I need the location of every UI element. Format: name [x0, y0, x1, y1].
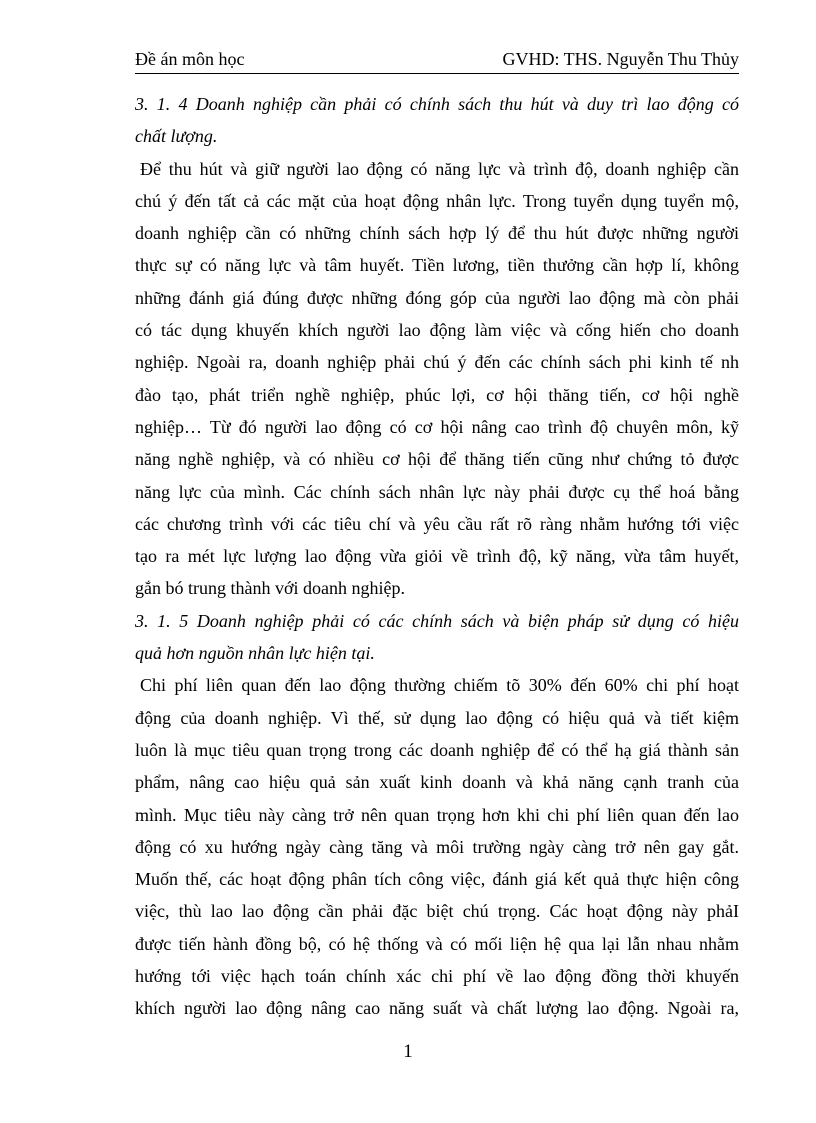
- page-header: [135, 46, 739, 74]
- paragraph-line: có tác dụng khuyến khích người lao động làm việc và cống hiến cho doanh: [135, 320, 739, 341]
- paragraph-line: hướng tới việc hạch toán chính xác chi phí về lao động đồng thời khuyến: [135, 966, 739, 987]
- paragraph-line: doanh nghiệp cần có những chính sách hợp lý để thu hút được những người: [135, 223, 739, 244]
- header-supervisor: GVHD: THS. Nguyễn Thu Thủy: [502, 49, 739, 69]
- header-course-title: Đề án môn học: [135, 49, 245, 69]
- paragraph-line: được tiến hành đồng bộ, có hệ thống và có mối liện hệ qua lại lẫn nhau nhằm: [135, 933, 739, 954]
- document-body: [135, 88, 739, 1025]
- paragraph-line: động của doanh nghiệp. Vì thế, sử dụng lao động có hiệu quả và tiết kiệm: [135, 707, 739, 728]
- section-heading-3-1-4-cont: chất lượng.: [135, 126, 218, 147]
- paragraph-line: việc, thù lao lao động cần phải đặc biệt chú trọng. Các hoạt động này phảI: [135, 901, 739, 922]
- paragraph-line: động có xu hướng ngày càng tăng và môi trường ngày càng trở nên gay gắt.: [135, 836, 739, 857]
- paragraph-line: gắn bó trung thành với doanh nghiệp.: [135, 578, 405, 599]
- paragraph-line: phẩm, nâng cao hiệu quả sản xuất kinh doanh và khả năng cạnh tranh của: [135, 772, 739, 793]
- paragraph-line: Để thu hút và giữ người lao động có năng lực và trình độ, doanh nghiệp cần: [140, 158, 739, 179]
- paragraph-line: mình. Mục tiêu này càng trở nên quan trọng hơn khi chi phí liên quan đến lao: [135, 804, 739, 825]
- section-heading-3-1-4: 3. 1. 4 Doanh nghiệp cần phải có chính sách thu hút và duy trì lao động có: [135, 94, 739, 114]
- paragraph-line: năng lực của mình. Các chính sách nhân lực này phải được cụ thể hoá bằng: [135, 481, 739, 502]
- paragraph-line: năng nghề nghiệp, và có nhiều cơ hội để thăng tiến cũng như chứng tỏ được: [135, 449, 739, 470]
- paragraph-line: nghiệp… Từ đó người lao động có cơ hội nâng cao trình độ chuyên môn, kỹ: [135, 416, 739, 437]
- paragraph-line: Muốn thế, các hoạt động phân tích công việc, đánh giá kết quả thực hiện công: [135, 869, 739, 890]
- paragraph-line: chú ý đến tất cả các mặt của hoạt động nhân lực. Trong tuyển dụng tuyển mộ,: [135, 190, 739, 211]
- page-number: 1: [403, 1041, 413, 1062]
- paragraph-line: đào tạo, phát triển nghề nghiệp, phúc lợi, cơ hội thăng tiến, cơ hội nghề: [135, 384, 739, 405]
- section-heading-3-1-5: 3. 1. 5 Doanh nghiệp phải có các chính sách và biện pháp sử dụng có hiệu: [135, 610, 739, 631]
- paragraph-line: các chương trình với các tiêu chí và yêu cầu rất rõ ràng nhằm hướng tới việc: [135, 513, 739, 534]
- paragraph-line: khích người lao động nâng cao năng suất và chất lượng lao động. Ngoài ra,: [135, 998, 739, 1019]
- paragraph-line: Chi phí liên quan đến lao động thường chiếm tõ 30% đến 60% chi phí hoạt: [140, 675, 739, 696]
- section-heading-3-1-5-cont: quả hơn nguồn nhân lực hiện tại.: [135, 643, 375, 664]
- paragraph-line: tạo ra mét lực lượng lao động vừa giỏi về trình độ, kỹ năng, vừa tâm huyết,: [135, 546, 739, 567]
- paragraph-line: luôn là mục tiêu quan trọng trong các doanh nghiệp để có thể hạ giá thành sản: [135, 739, 739, 760]
- paragraph-line: thực sự có năng lực và tâm huyết. Tiền lương, tiền thưởng cần hợp lí, không: [135, 255, 739, 276]
- paragraph-line: nghiệp. Ngoài ra, doanh nghiệp phải chú ý đến các chính sách phi kinh tế nh: [135, 352, 739, 373]
- paragraph-line: những đánh giá đúng được những đóng góp của người lao động mà còn phải: [135, 287, 739, 308]
